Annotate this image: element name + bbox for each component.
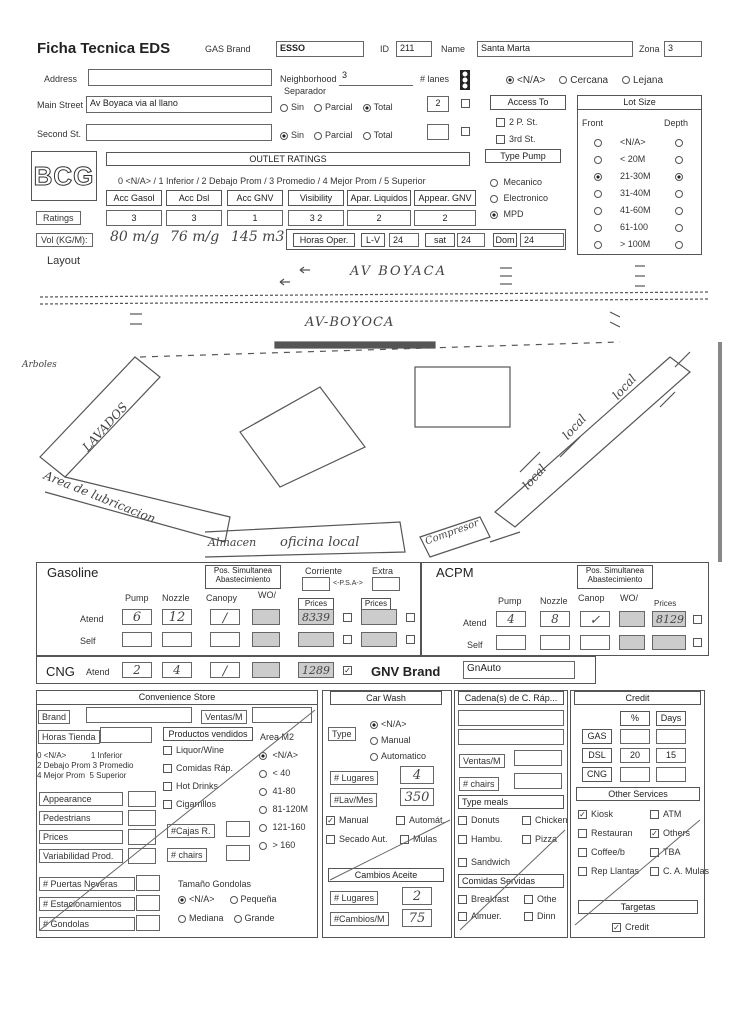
- gas-atend-label: Atend: [80, 614, 104, 624]
- comida-breakfast[interactable]: Breakfast: [458, 894, 509, 904]
- rating-1[interactable]: 3: [166, 210, 222, 226]
- gas-nozzle-label: Nozzle: [162, 593, 190, 603]
- store-attr-variabilidad: Variabilidad Prod.: [39, 849, 123, 863]
- lot-front-radio-0[interactable]: [594, 139, 602, 147]
- cambios-title: Cambios Aceite: [328, 868, 444, 882]
- store-attr-prices: Prices: [39, 830, 123, 844]
- lavados-label: LAVADOS: [79, 399, 131, 455]
- carwash-title: Car Wash: [330, 691, 442, 705]
- comida-almuer[interactable]: Almuer.: [458, 911, 502, 921]
- acpm-canop-label: Canop: [578, 593, 605, 603]
- store-area-4[interactable]: 121-160: [259, 822, 306, 832]
- store-area-5[interactable]: > 160: [259, 840, 295, 850]
- outlet-col-2: Acc GNV: [227, 190, 283, 206]
- prox-na-radio[interactable]: [506, 76, 514, 84]
- rating-3[interactable]: 3 2: [288, 210, 344, 226]
- store-productos-title: Productos vendidos: [163, 727, 253, 741]
- store-count-puertas: # Puertas Neveras: [39, 877, 135, 891]
- store-chairs-label: # chairs: [167, 848, 207, 862]
- gas-extra-price-field[interactable]: [361, 609, 397, 625]
- store-area-2[interactable]: 41-80: [259, 786, 296, 796]
- store-scale: 0 <N/A> 1 Inferior 2 Debajo Prom 3 Promedio 4 Mejor Prom 5 Superior: [37, 751, 134, 780]
- gas-self-label: Self: [80, 636, 96, 646]
- neighborhood-field[interactable]: 3: [339, 69, 413, 86]
- acpm-self-label: Self: [467, 640, 483, 650]
- layout-label: Layout: [47, 255, 81, 267]
- mpd-radio[interactable]: [490, 211, 498, 219]
- id-field[interactable]: 211: [396, 41, 432, 57]
- gas-prices-label-2: Prices: [361, 598, 391, 610]
- cng-wo-field[interactable]: [252, 662, 280, 678]
- store-count-estacionamientos: # Estacionamientos: [39, 897, 135, 911]
- carwash-mulas[interactable]: Mulas: [400, 834, 437, 844]
- acpm-canop-field[interactable]: ✓: [580, 611, 610, 627]
- gas-price-field[interactable]: 8339: [298, 609, 334, 625]
- extra-box[interactable]: [372, 577, 400, 591]
- id-label: ID: [380, 44, 389, 54]
- local-label-3: local: [519, 461, 550, 493]
- local-label: local: [559, 411, 590, 443]
- gas-canopy-field[interactable]: /: [210, 609, 240, 625]
- sep2-total-radio[interactable]: [363, 132, 371, 140]
- gas-extra-price-check[interactable]: [406, 613, 415, 622]
- dom-label: Dom: [493, 233, 517, 247]
- address-field[interactable]: [88, 69, 272, 86]
- sep2-sin-radio[interactable]: [280, 132, 288, 140]
- outlet-ratings-title: OUTLET RATINGS: [106, 152, 470, 166]
- dom-field[interactable]: 24: [520, 233, 564, 247]
- store-area-1[interactable]: < 40: [259, 768, 290, 778]
- gas-pump-field[interactable]: 6: [122, 609, 152, 625]
- compresor-label: Compresor: [423, 517, 481, 548]
- tamano-row-2[interactable]: Mediana Grande: [178, 913, 275, 923]
- extra-label: Extra: [372, 566, 394, 576]
- outlet-frame: [286, 229, 566, 250]
- strike-lines: [0, 690, 745, 940]
- gas-self-wo[interactable]: [252, 632, 280, 647]
- type-meals-title: Type meals: [458, 795, 564, 809]
- acpm-self-price[interactable]: [652, 635, 686, 650]
- credit-days-1[interactable]: 15: [656, 748, 686, 763]
- vol-0[interactable]: 80 m/g: [110, 229, 160, 245]
- type-pump-mpd[interactable]: MPD: [490, 209, 524, 219]
- acpm-nozzle-field[interactable]: 8: [540, 611, 570, 627]
- service-check[interactable]: ✓: [651, 829, 658, 839]
- outlet-col-5: Appear. GNV: [414, 190, 476, 206]
- lot-front-radio-5[interactable]: [594, 224, 602, 232]
- lot-front-radio-3[interactable]: [594, 190, 602, 198]
- psa-label: <-P.S.A->: [333, 580, 363, 587]
- corriente-label: Corriente: [305, 566, 343, 576]
- street-top-label: AV BOYACA: [350, 264, 448, 279]
- credit-row-2: CNG: [582, 767, 612, 782]
- proximity-options[interactable]: <N/A> Cercana Lejana: [506, 75, 663, 86]
- gnv-brand-field[interactable]: GnAuto: [463, 661, 575, 679]
- credit-row-1: DSL: [582, 748, 612, 763]
- outlet-col-3: Visibility: [288, 190, 344, 206]
- store-product-1[interactable]: Comidas Ráp.: [163, 763, 233, 773]
- arboles-label: Arboles: [22, 360, 57, 370]
- rating-0[interactable]: 3: [106, 210, 162, 226]
- lot-size-title: Lot Size: [577, 95, 702, 110]
- carwash-lugares-field[interactable]: 4: [400, 766, 434, 784]
- ratings-label: Ratings: [36, 211, 81, 225]
- carwash-type-na[interactable]: <N/A>: [370, 719, 407, 729]
- store-ventas-label: Ventas/M: [201, 710, 247, 724]
- gnv-brand-label: GNV Brand: [371, 664, 441, 679]
- lot-option-label: 31-40M: [620, 188, 651, 198]
- acpm-wo-label: WO/: [620, 593, 638, 603]
- lot-depth-radio-4[interactable]: [675, 207, 683, 215]
- name-field[interactable]: Santa Marta: [477, 41, 633, 57]
- local-label-2: local: [609, 371, 640, 403]
- cambios-mes-field[interactable]: 75: [402, 909, 432, 927]
- carwash-automat[interactable]: Automát.: [396, 815, 445, 825]
- rating-2[interactable]: 1: [227, 210, 283, 226]
- lv-label: L-V: [361, 233, 385, 247]
- access-option-1[interactable]: 2 P. St.: [496, 117, 537, 127]
- service-7[interactable]: C. A. Mulas: [650, 866, 709, 876]
- targetas-title: Targetas: [578, 900, 698, 914]
- other-services-title: Other Services: [576, 787, 700, 801]
- acpm-self-check[interactable]: [693, 638, 702, 647]
- lot-depth-radio-3[interactable]: [675, 190, 683, 198]
- gas-prices-label: Prices: [298, 598, 334, 610]
- gas-brand-label: GAS Brand: [205, 44, 251, 54]
- acpm-self-wo[interactable]: [619, 635, 645, 650]
- cambios-lugares-label: # Lugares: [330, 891, 378, 905]
- mecanico-radio[interactable]: [490, 179, 498, 187]
- store-area-0[interactable]: <N/A>: [259, 750, 298, 760]
- store-title: Convenience Store: [36, 690, 318, 705]
- type-pump-electronico[interactable]: Electronico: [490, 193, 548, 203]
- comida-othe[interactable]: Othe: [524, 894, 557, 904]
- lot-option-label: > 100M: [620, 239, 651, 249]
- cadena-ventas-label: Ventas/M: [459, 754, 505, 768]
- outlet-col-4: Apar. Liquidos: [347, 190, 411, 206]
- address-label: Address: [44, 74, 78, 84]
- carwash-type-manual[interactable]: Manual: [370, 735, 411, 745]
- bcg-logo: BCG: [31, 151, 97, 201]
- comidas-title: Comidas Servidas: [458, 874, 564, 888]
- cambios-mes-label: #Cambios/M: [330, 912, 389, 926]
- outlet-col-1: Acc Dsl: [166, 190, 222, 206]
- store-area-3[interactable]: 81-120M: [259, 804, 308, 814]
- lot-front-radio-4[interactable]: [594, 207, 602, 215]
- acpm-pump-field[interactable]: 4: [496, 611, 526, 627]
- vol-2[interactable]: 145 m3: [231, 229, 285, 245]
- type-pump-mecanico[interactable]: Mecanico: [490, 177, 542, 187]
- electronico-radio[interactable]: [490, 195, 498, 203]
- acpm-atend-label: Atend: [463, 618, 487, 628]
- acpm-pos-label: Pos. Simultanea Abastecimiento: [577, 565, 653, 589]
- gas-pump-label: Pump: [125, 593, 149, 603]
- main-sep-options[interactable]: Sin Parcial Total: [280, 102, 393, 112]
- lot-option-label: < 20M: [620, 154, 646, 164]
- store-product-2[interactable]: Hot Drinks: [163, 781, 218, 791]
- meal-hambu[interactable]: Hambu.: [458, 834, 503, 844]
- gas-price-check[interactable]: [343, 613, 352, 622]
- store-product-3[interactable]: Cigarrillos: [163, 799, 216, 809]
- area-lubricacion-label: Area de lubricacion: [41, 468, 158, 526]
- carwash-secado[interactable]: Secado Aut.: [326, 834, 388, 844]
- store-cajas-label: #Cajas R.: [167, 824, 215, 838]
- gas-self-nozzle[interactable]: [162, 632, 192, 647]
- acpm-price-check[interactable]: [693, 615, 702, 624]
- gas-self-canopy[interactable]: [210, 632, 240, 647]
- cambios-lugares-field[interactable]: 2: [402, 887, 432, 905]
- gas-self-price-check[interactable]: [343, 635, 352, 644]
- store-count-gondolas: # Gondolas: [39, 917, 135, 931]
- meal-sandwich[interactable]: Sandwich: [458, 857, 510, 867]
- oficina-local-label: oficina local: [280, 535, 360, 550]
- lot-option-label: 61-100: [620, 222, 649, 232]
- lot-depth-radio-2[interactable]: [675, 173, 683, 181]
- acpm-self-nozzle[interactable]: [540, 635, 570, 650]
- gasoline-title: Gasoline: [47, 565, 99, 580]
- store-attr-appearance: Appearance: [39, 792, 123, 806]
- gas-self-extra-check[interactable]: [406, 635, 415, 644]
- second-st-field[interactable]: [86, 124, 272, 141]
- meal-donuts[interactable]: Donuts: [458, 815, 500, 825]
- service-0[interactable]: ✓ Kiosk: [579, 809, 614, 820]
- credit-card-option[interactable]: ✓ Credit: [613, 922, 650, 933]
- credit-pct-1[interactable]: 20: [620, 748, 650, 763]
- vol-label: Vol (KG/M):: [36, 233, 93, 247]
- service-6[interactable]: Rep Llantas: [578, 866, 639, 876]
- cadena-title: Cadena(s) de C. Ráp...: [458, 691, 564, 705]
- lot-front-label: Front: [582, 118, 604, 128]
- carwash-manual-check[interactable]: ✓: [327, 816, 334, 826]
- vol-1[interactable]: 76 m/g: [170, 229, 220, 245]
- gas-canopy-label: Canopy: [206, 593, 238, 603]
- access-3rd-checkbox[interactable]: [496, 135, 505, 144]
- lot-depth-radio-5[interactable]: [675, 224, 683, 232]
- gas-nozzle-field[interactable]: 12: [162, 609, 192, 625]
- access-option-2[interactable]: 3rd St.: [496, 134, 536, 144]
- cng-price-check[interactable]: ✓: [344, 666, 351, 675]
- zona-field[interactable]: 3: [664, 41, 702, 57]
- acpm-self-canop[interactable]: [580, 635, 610, 650]
- store-horas-label: Horas Tienda: [38, 730, 100, 744]
- service-3[interactable]: ✓ Others: [651, 828, 691, 839]
- sep2-parcial-radio[interactable]: [314, 132, 322, 140]
- name-label: Name: [441, 44, 466, 54]
- credit-card-check[interactable]: ✓: [613, 923, 620, 933]
- traffic-light-icon: [459, 70, 471, 90]
- store-tamano-label: Tamaño Gondolas: [178, 879, 252, 889]
- meal-pizza[interactable]: Pizza: [522, 834, 557, 844]
- carwash-type-auto[interactable]: Automatico: [370, 751, 426, 761]
- corriente-box[interactable]: [302, 577, 330, 591]
- gas-wo-field[interactable]: [252, 609, 280, 625]
- credit-row-0: GAS: [582, 729, 612, 744]
- almacen-label: Almacen: [208, 536, 257, 549]
- lanes-field[interactable]: 2: [427, 96, 449, 112]
- prox-lejana-radio[interactable]: [622, 76, 630, 84]
- gas-self-pump[interactable]: [122, 632, 152, 647]
- lot-depth-label: Depth: [664, 118, 689, 128]
- main-street-label: Main Street: [37, 100, 84, 110]
- sep-parcial-radio[interactable]: [314, 104, 322, 112]
- lot-front-radio-2[interactable]: [594, 173, 602, 181]
- lot-front-radio-1[interactable]: [594, 156, 602, 164]
- lv-field[interactable]: 24: [389, 233, 419, 247]
- access-title: Access To: [490, 95, 566, 110]
- cng-nozzle-field[interactable]: 4: [162, 662, 192, 678]
- lot-front-radio-6[interactable]: [594, 241, 602, 249]
- sep-sin-radio[interactable]: [280, 104, 288, 112]
- lanes-checkbox[interactable]: [461, 99, 470, 108]
- service-5[interactable]: TBA: [650, 847, 681, 857]
- type-pump-title: Type Pump: [485, 149, 561, 163]
- cadena-chairs-label: # chairs: [459, 777, 499, 791]
- carwash-lav-field[interactable]: 350: [400, 788, 434, 806]
- acpm-self-pump[interactable]: [496, 635, 526, 650]
- tamano-row-1[interactable]: <N/A> Pequeña: [178, 894, 277, 904]
- acpm-nozzle-label: Nozzle: [540, 596, 568, 606]
- second-st-label: Second St.: [37, 129, 82, 139]
- rating-5[interactable]: 2: [414, 210, 476, 226]
- second-sep-options[interactable]: Sin Parcial Total: [280, 130, 393, 140]
- service-2[interactable]: Restauran: [578, 828, 633, 838]
- lot-option-label: 21-30M: [620, 171, 651, 181]
- carwash-manual[interactable]: ✓ Manual: [327, 815, 369, 826]
- gas-wo-label: WO/: [258, 590, 276, 600]
- credit-days-label: Days: [656, 711, 686, 726]
- separador-label: Separador: [284, 86, 327, 96]
- cng-atend-label: Atend: [86, 667, 110, 677]
- cng-pump-field[interactable]: 2: [122, 662, 152, 678]
- meal-chicken[interactable]: Chicken: [522, 815, 568, 825]
- service-check[interactable]: ✓: [579, 810, 586, 820]
- neighborhood-label: Neighborhood: [280, 74, 337, 84]
- second-lanes-field[interactable]: [427, 124, 449, 140]
- lot-depth-radio-0[interactable]: [675, 139, 683, 147]
- acpm-pump-label: Pump: [498, 596, 522, 606]
- credit-title: Credit: [574, 691, 701, 705]
- cng-title: CNG: [46, 664, 75, 679]
- service-1[interactable]: ATM: [650, 809, 681, 819]
- lot-depth-radio-6[interactable]: [675, 241, 683, 249]
- acpm-price-field[interactable]: 8129: [652, 611, 686, 627]
- gasoline-pos-label: Pos. Simultanea Abastecimiento: [205, 565, 281, 589]
- rating-scale: 0 <N/A> / 1 Inferior / 2 Debajo Prom / 3 Promedio / 4 Mejor Prom / 5 Superior: [118, 176, 426, 186]
- rating-4[interactable]: 2: [347, 210, 411, 226]
- sat-field[interactable]: 24: [457, 233, 485, 247]
- second-lanes-checkbox[interactable]: [461, 127, 470, 136]
- store-area-label: Area M2: [260, 732, 295, 742]
- outlet-col-0: Acc Gasol: [106, 190, 162, 206]
- zona-label: Zona: [639, 44, 660, 54]
- acpm-prices-label: Prices: [654, 599, 677, 608]
- acpm-title: ACPM: [436, 565, 474, 580]
- sat-label: sat: [425, 233, 455, 247]
- cng-canopy-field[interactable]: /: [210, 662, 240, 678]
- store-product-0[interactable]: Liquor/Wine: [163, 745, 224, 755]
- lot-option-label: 41-60M: [620, 205, 651, 215]
- store-attr-pedestrians: Pedestrians: [39, 811, 123, 825]
- gas-self-price[interactable]: [298, 632, 334, 647]
- carwash-lugares-label: # Lugares: [330, 771, 378, 785]
- sep-total-radio[interactable]: [363, 104, 371, 112]
- lot-depth-radio-1[interactable]: [675, 156, 683, 164]
- street-bottom-label: AV-BOYOCA: [305, 315, 395, 330]
- acpm-wo-field[interactable]: [619, 611, 645, 627]
- service-4[interactable]: Coffee/b: [578, 847, 625, 857]
- carwash-type-label: Type: [328, 727, 356, 741]
- horas-oper-label: Horas Oper.: [293, 233, 355, 247]
- store-brand-label: Brand: [38, 710, 70, 724]
- gas-brand-field[interactable]: ESSO: [276, 41, 364, 57]
- main-street-field[interactable]: Av Boyaca via al llano: [86, 96, 272, 113]
- carwash-lav-label: #Lav/Mes: [330, 793, 377, 807]
- prox-cercana-radio[interactable]: [559, 76, 567, 84]
- page-title: Ficha Tecnica EDS: [37, 40, 171, 57]
- gas-self-extra-price[interactable]: [361, 632, 397, 647]
- credit-pct-label: %: [620, 711, 650, 726]
- cng-price-field[interactable]: 1289: [298, 662, 334, 678]
- access-2pst-checkbox[interactable]: [496, 118, 505, 127]
- lot-option-label: <N/A>: [620, 137, 646, 147]
- comida-dinn[interactable]: Dinn: [524, 911, 556, 921]
- lanes-label: # lanes: [420, 74, 450, 84]
